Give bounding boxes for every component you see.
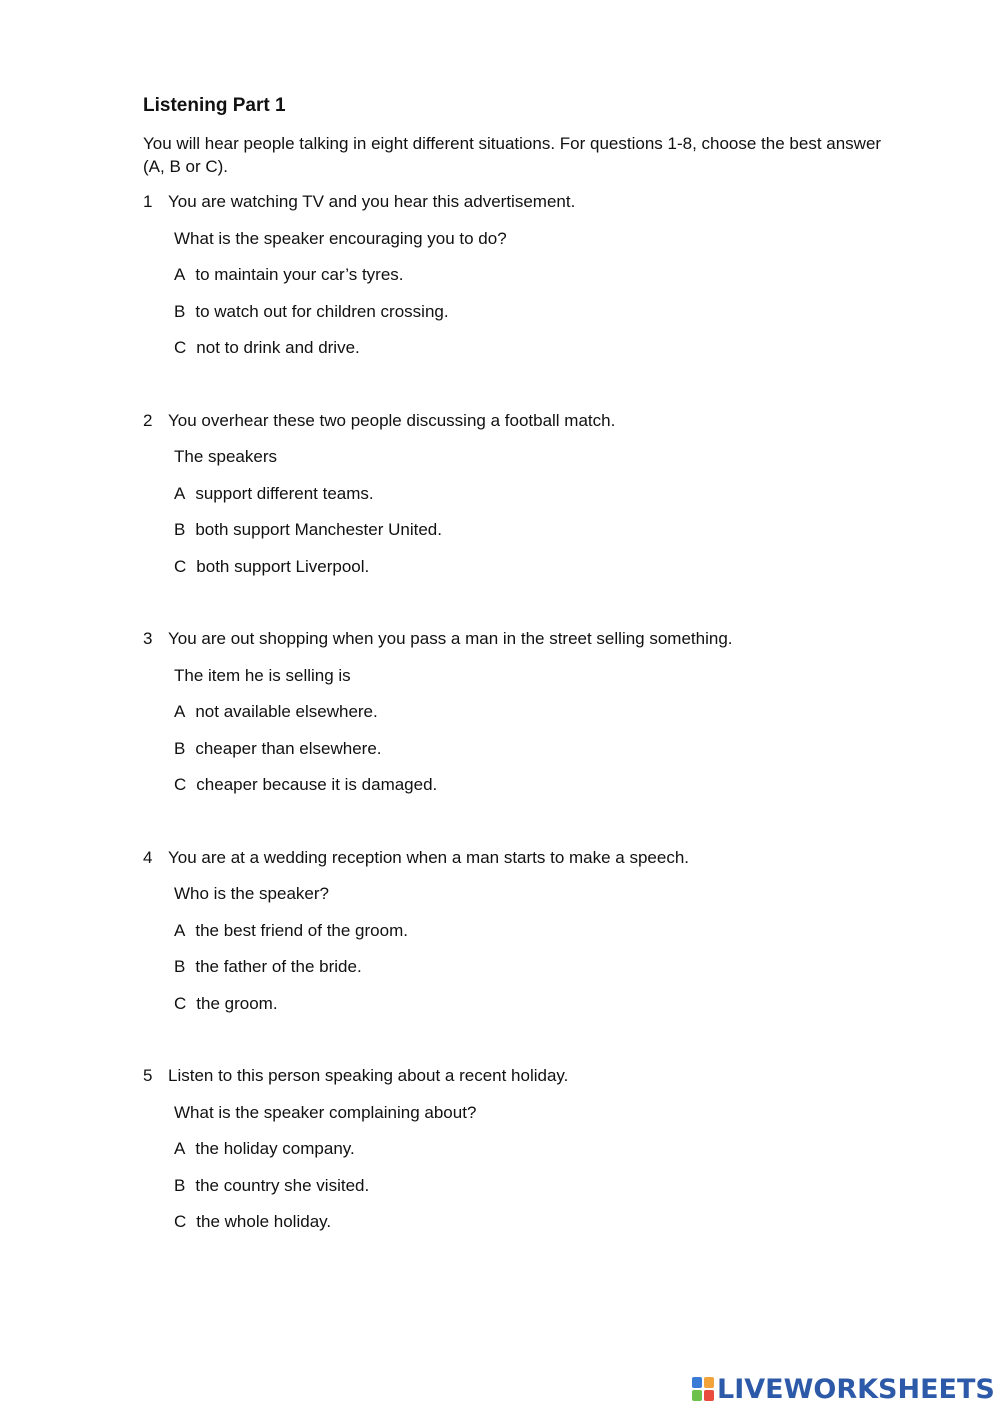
option-letter: C	[174, 993, 187, 1013]
option-text: to watch out for children crossing.	[195, 301, 449, 321]
option-letter: A	[174, 483, 186, 503]
option-text: both support Liverpool.	[196, 556, 370, 576]
question-number: 1	[143, 192, 153, 211]
answer-option-c[interactable]	[143, 555, 903, 592]
instructions: You will hear people talking in eight different situations. For questions 1-8, choose the best answer (A, B or C).	[143, 134, 882, 176]
answer-option-a[interactable]	[143, 700, 903, 737]
page-title: Listening Part 1	[143, 95, 286, 116]
question-number: 2	[143, 410, 153, 430]
liveworksheets-logo	[692, 1373, 995, 1405]
answer-option-b[interactable]	[143, 737, 903, 774]
answer-option-b[interactable]	[143, 300, 903, 337]
answer-option-b[interactable]	[143, 1174, 903, 1211]
question-prompt: Listen to this person speaking about a recent holiday.	[168, 1066, 569, 1085]
option-letter: A	[174, 920, 186, 940]
question-prompt: You are watching TV and you hear this advertisement.	[168, 192, 576, 211]
option-text: not to drink and drive.	[196, 338, 360, 357]
option-letter: C	[174, 556, 187, 576]
answer-option-a[interactable]	[143, 263, 903, 300]
question-number: 3	[143, 629, 153, 648]
question-4	[143, 846, 903, 1029]
option-letter: B	[174, 738, 186, 758]
answer-option-a[interactable]	[143, 482, 903, 519]
worksheet-page	[143, 94, 903, 1247]
option-text: both support Manchester United.	[195, 520, 442, 539]
option-letter: C	[174, 338, 187, 357]
answer-option-b[interactable]	[143, 518, 903, 555]
question-stem: The item he is selling is	[174, 665, 351, 685]
option-text: the holiday company.	[195, 1139, 355, 1158]
option-text: the father of the bride.	[195, 957, 362, 976]
question-prompt-line	[143, 1064, 903, 1101]
option-letter: A	[174, 702, 186, 721]
option-text: the country she visited.	[195, 1175, 370, 1195]
logo-square-1	[692, 1377, 702, 1388]
option-letter: B	[174, 957, 186, 976]
question-prompt: You are out shopping when you pass a man in the street selling something.	[168, 629, 733, 648]
answer-option-c[interactable]	[143, 336, 903, 373]
option-text: the whole holiday.	[196, 1212, 332, 1231]
option-letter: B	[174, 520, 186, 539]
answer-option-b[interactable]	[143, 955, 903, 992]
option-text: cheaper than elsewhere.	[195, 738, 382, 758]
question-list	[143, 190, 903, 1247]
question-prompt: You are at a wedding reception when a man starts to make a speech.	[168, 847, 690, 867]
logo-square-2	[704, 1377, 714, 1388]
question-number: 5	[143, 1066, 153, 1085]
question-prompt-line	[143, 190, 903, 227]
option-letter: A	[174, 1139, 186, 1158]
question-stem: What is the speaker complaining about?	[174, 1102, 477, 1122]
option-letter: B	[174, 301, 186, 321]
question-prompt-line	[143, 627, 903, 664]
option-text: to maintain your car’s tyres.	[195, 265, 404, 284]
answer-option-c[interactable]	[143, 992, 903, 1029]
question-prompt: You overhear these two people discussing a football match.	[168, 410, 616, 430]
option-text: cheaper because it is damaged.	[196, 775, 438, 794]
question-number: 4	[143, 847, 153, 867]
logo-square-3	[692, 1390, 702, 1401]
option-text: the groom.	[196, 993, 278, 1013]
answer-option-c[interactable]	[143, 773, 903, 810]
question-prompt-line	[143, 409, 903, 446]
answer-option-a[interactable]	[143, 919, 903, 956]
option-letter: A	[174, 265, 186, 284]
question-stem: What is the speaker encouraging you to do?	[174, 228, 507, 248]
logo-square-4	[704, 1390, 714, 1401]
question-2	[143, 409, 903, 592]
question-stem: Who is the speaker?	[174, 884, 329, 903]
option-letter: B	[174, 1175, 186, 1195]
answer-option-a[interactable]	[143, 1137, 903, 1174]
liveworksheets-logo-icon	[692, 1377, 714, 1401]
question-stem: The speakers	[174, 447, 277, 466]
option-text: not available elsewhere.	[195, 702, 378, 721]
option-text: support different teams.	[195, 483, 374, 503]
question-3	[143, 627, 903, 810]
option-text: the best friend of the groom.	[195, 920, 408, 940]
question-5	[143, 1064, 903, 1247]
option-letter: C	[174, 1212, 187, 1231]
question-prompt-line	[143, 846, 903, 883]
option-letter: C	[174, 775, 187, 794]
answer-option-c[interactable]	[143, 1210, 903, 1247]
question-1	[143, 190, 903, 373]
logo-text: LIVEWORKSHEETS	[717, 1373, 995, 1405]
